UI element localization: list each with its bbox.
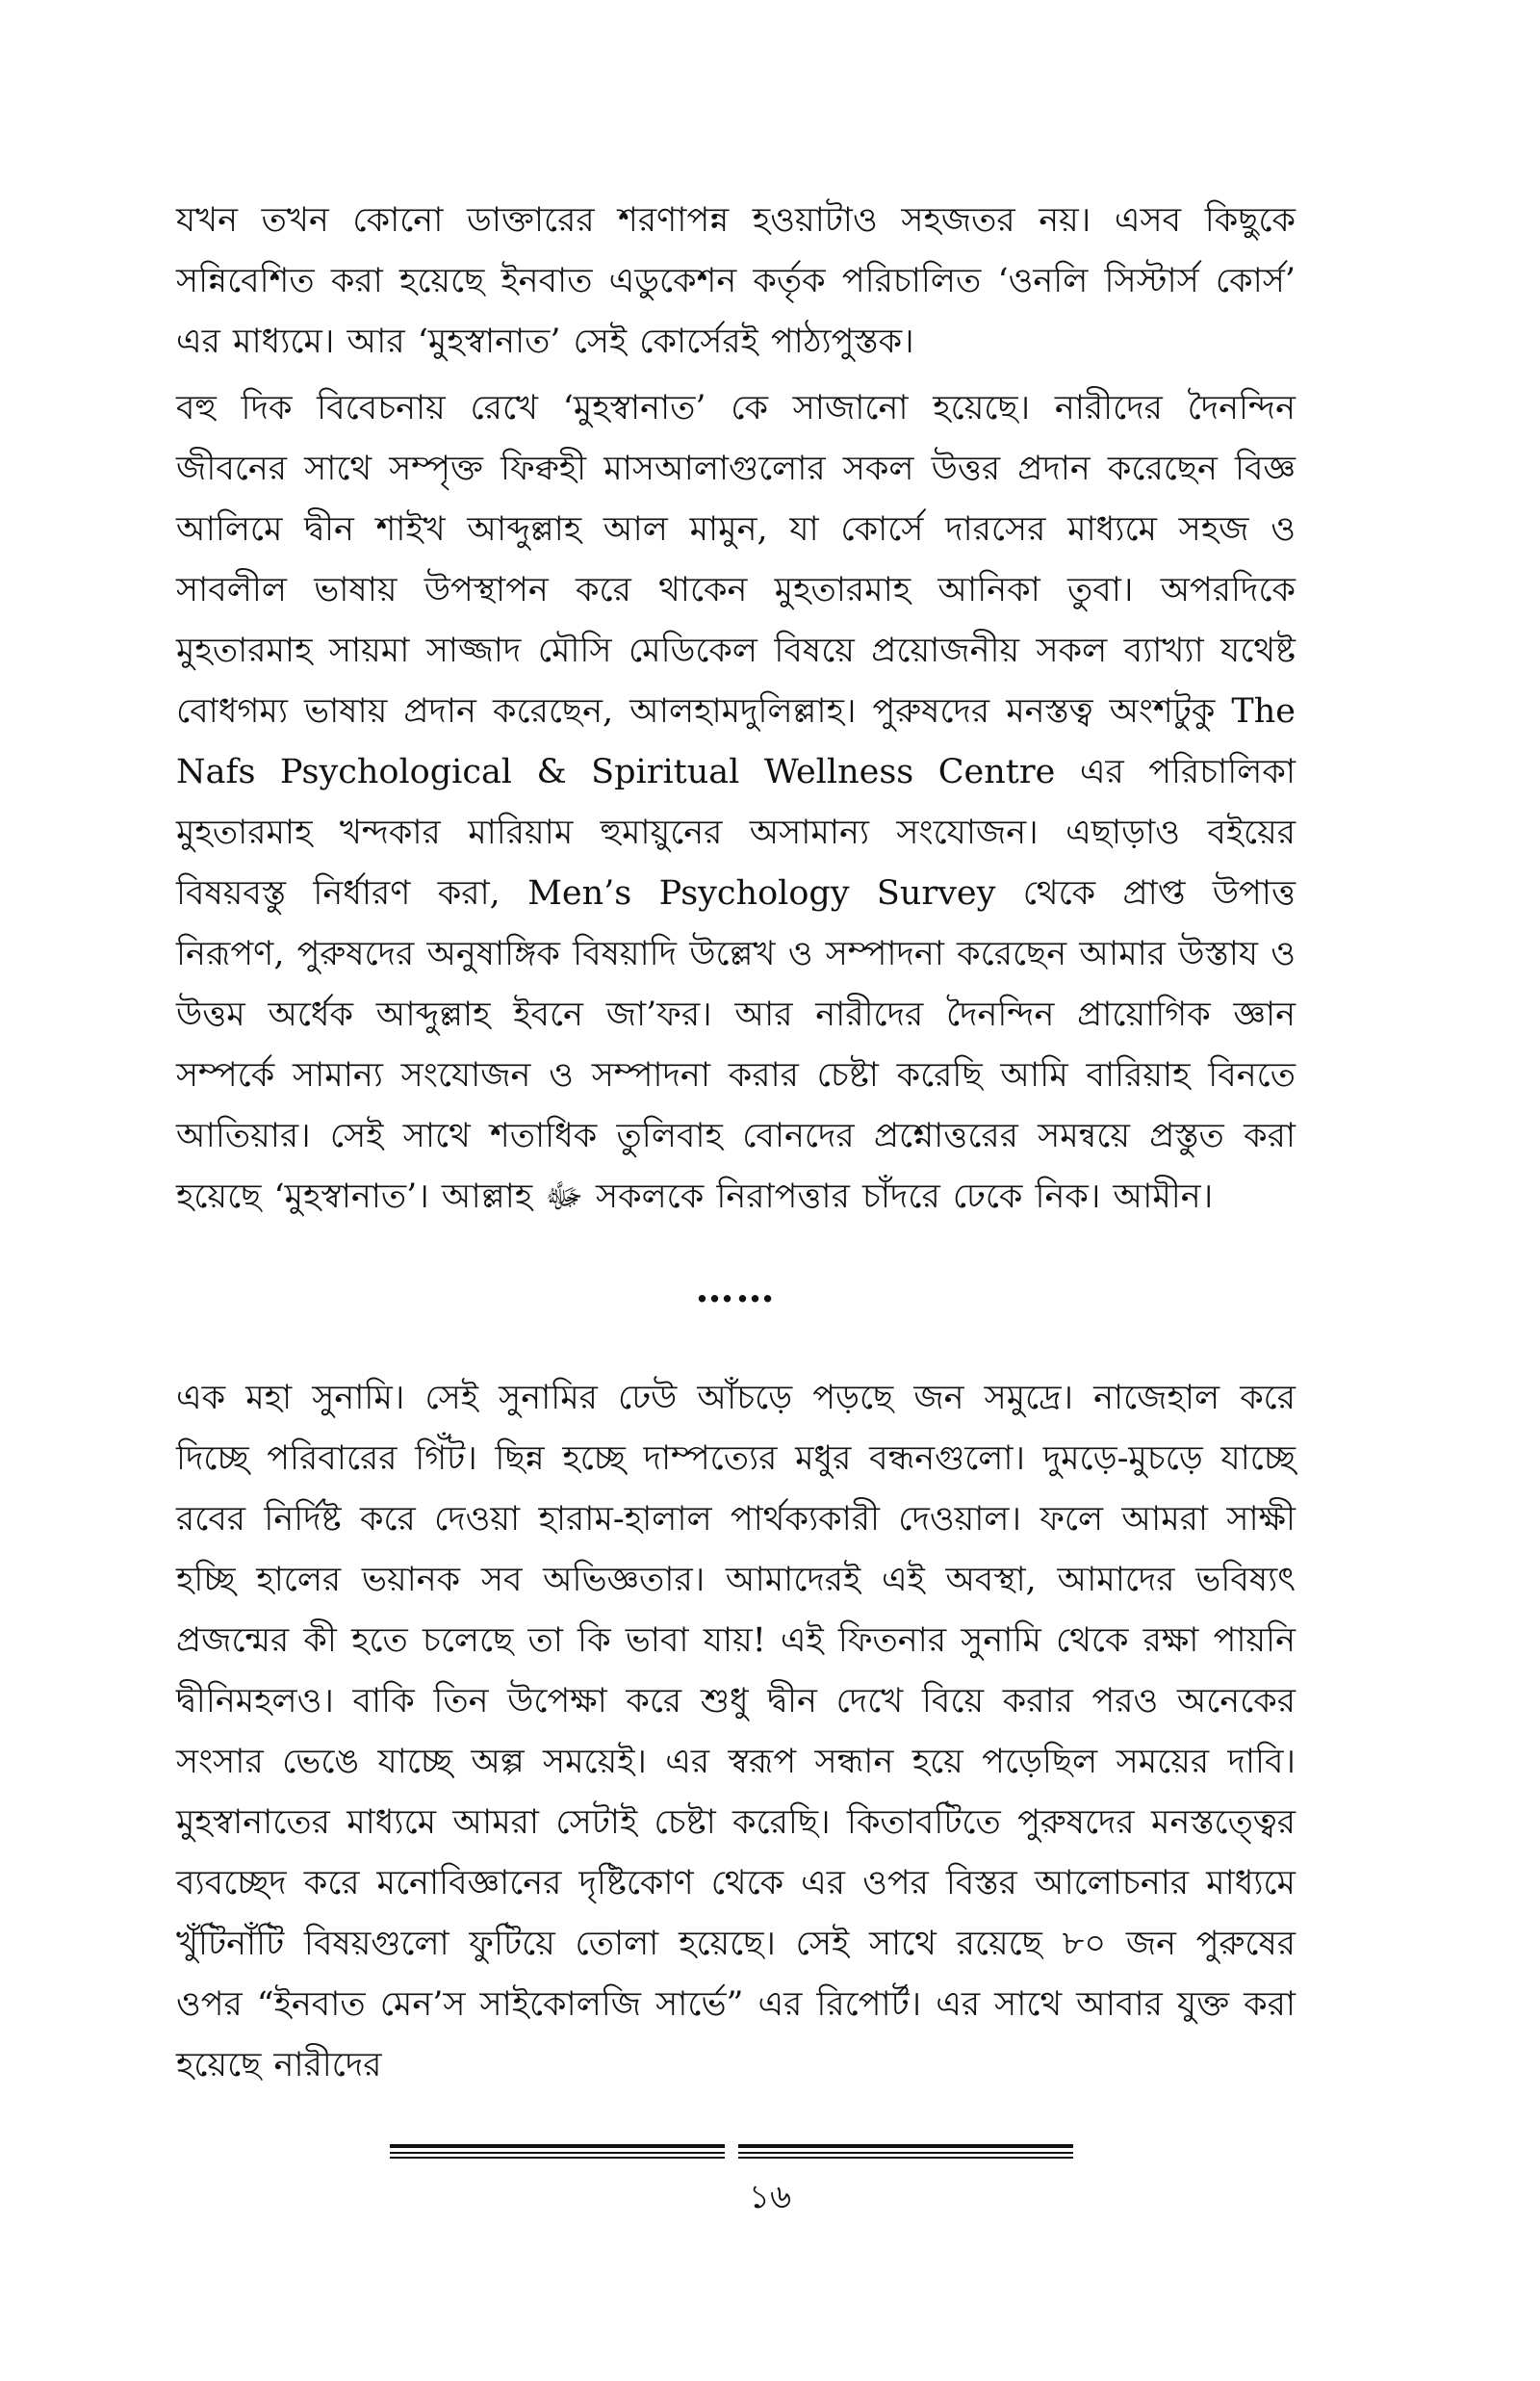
paragraph-contributors: বহু দিক বিবেচনায় রেখে ‘মুহস্বানাত’ কে সাজানো হয়েছে। নারীদের দৈনন্দিন জীবনের সাথে সম্পৃক্ত ফিক্বহী মাসআলাগুলোর সকল উত্তর প্রদান করেছেন বিজ্ঞ আলিমে দ্বীন শাইখ আব্দুল্লাহ আল মামুন, যা কোর্সে দারসের মাধ্যমে সহজ ও সাবলীল ভাষায় উপস্থাপন করে থাকেন মুহতারমাহ আনিকা তুবা। অপরদিকে মুহতারমাহ সায়মা সাজ্জাদ মৌসি মেডিকেল বিষয়ে প্রয়োজনীয় সকল ব্যাখ্যা যথেষ্ট বোধগম্য ভাষায় প্রদান করেছেন, আলহামদুলিল্লাহ। পুরুষদের মনস্তত্ব অংশটুকু The Nafs Psychological & Spiritual Wellness Centre এর পরিচালিকা মুহতারমাহ খন্দকার মারিয়াম হুমায়ুনের অসামান্য সংযোজন। এছাড়াও বইয়ের বিষয়বস্তু নির্ধারণ করা, Men’s Psychology Survey থেকে প্রাপ্ত উপাত্ত নিরূপণ, পুরুষদের অনুষাঙ্গিক বিষয়াদি উল্লেখ ও সম্পাদনা করেছেন আমার উস্তায ও উত্তম অর্ধেক আব্দুল্লাহ ইবনে জা’ফর। আর নারীদের দৈনন্দিন প্রায়োগিক জ্ঞান সম্পর্কে সামান্য সংযোজন ও সম্পাদনা করার চেষ্টা করেছি আমি বারিয়াহ বিনতে আতিয়ার। সেই সাথে শতাধিক তুলিবাহ বোনদের প্রশ্নোত্তরের সমন্বয়ে প্রস্তুত করা হয়েছে ‘মুহস্বানাত’। আল্লাহ ﷻ সকলকে নিরাপত্তার চাঁদরে ঢেকে নিক। আমীন। [176, 389, 1296, 1216]
section-separator: …… [695, 1266, 777, 1311]
page-body [176, 191, 1296, 2096]
paragraph-tsunami: এক মহা সুনামি। সেই সুনামির ঢেউ আঁচড়ে পড়ছে জন সমুদ্রে। নাজেহাল করে দিচ্ছে পরিবারের গিঁট। ছিন্ন হচ্ছে দাম্পত্যের মধুর বন্ধনগুলো। দুমড়ে-মুচড়ে যাচ্ছে রবের নির্দিষ্ট করে দেওয়া হারাম-হালাল পার্থক্যকারী দেওয়াল। ফলে আমরা সাক্ষী হচ্ছি হালের ভয়ানক সব অভিজ্ঞতার। আমাদেরই এই অবস্থা, আমাদের ভবিষ্যৎ প্রজন্মের কী হতে চলেছে তা কি ভাবা যায়! এই ফিতনার সুনামি থেকে রক্ষা পায়নি দ্বীনিমহলও। বাকি তিন উপেক্ষা করে শুধু দ্বীন দেখে বিয়ে করার পরও অনেকের সংসার ভেঙে যাচ্ছে অল্প সময়েই। এর স্বরূপ সন্ধান হয়ে পড়েছিল সময়ের দাবি। মুহস্বানাতের মাধ্যমে আমরা সেটাই চেষ্টা করেছি। কিতাবটিতে পুরুষদের মনস্তত্ত্বের ব্যবচ্ছেদ করে মনোবিজ্ঞানের দৃষ্টিকোণ থেকে এর ওপর বিস্তর আলোচনার মাধ্যমে খুঁটিনাঁটি বিষয়গুলো ফুটিয়ে তোলা হয়েছে। সেই সাথে রয়েছে ৮০ জন পুরুষের ওপর “ইনবাত মেন’স সাইকোলজি সার্ভে” এর রিপোর্ট। এর সাথে আবার যুক্ত করা হয়েছে নারীদের [176, 1379, 1296, 2084]
footer-rule-left [390, 2144, 725, 2160]
footer-rule-right [738, 2144, 1073, 2160]
footer-rule [390, 2144, 1073, 2160]
page-number: ১৬ [748, 2178, 792, 2216]
paragraph-intro-course: যখন তখন কোনো ডাক্তারের শরণাপন্ন হওয়াটাও সহজতর নয়। এসব কিছুকে সন্নিবেশিত করা হয়েছে ইনবাত এডুকেশন কর্তৃক পরিচালিত ‘ওনলি সিস্টার্স কোর্স’ এর মাধ্যমে। আর ‘মুহস্বানাত’ সেই কোর্সেরই পাঠ্যপুস্তক। [176, 201, 1296, 361]
